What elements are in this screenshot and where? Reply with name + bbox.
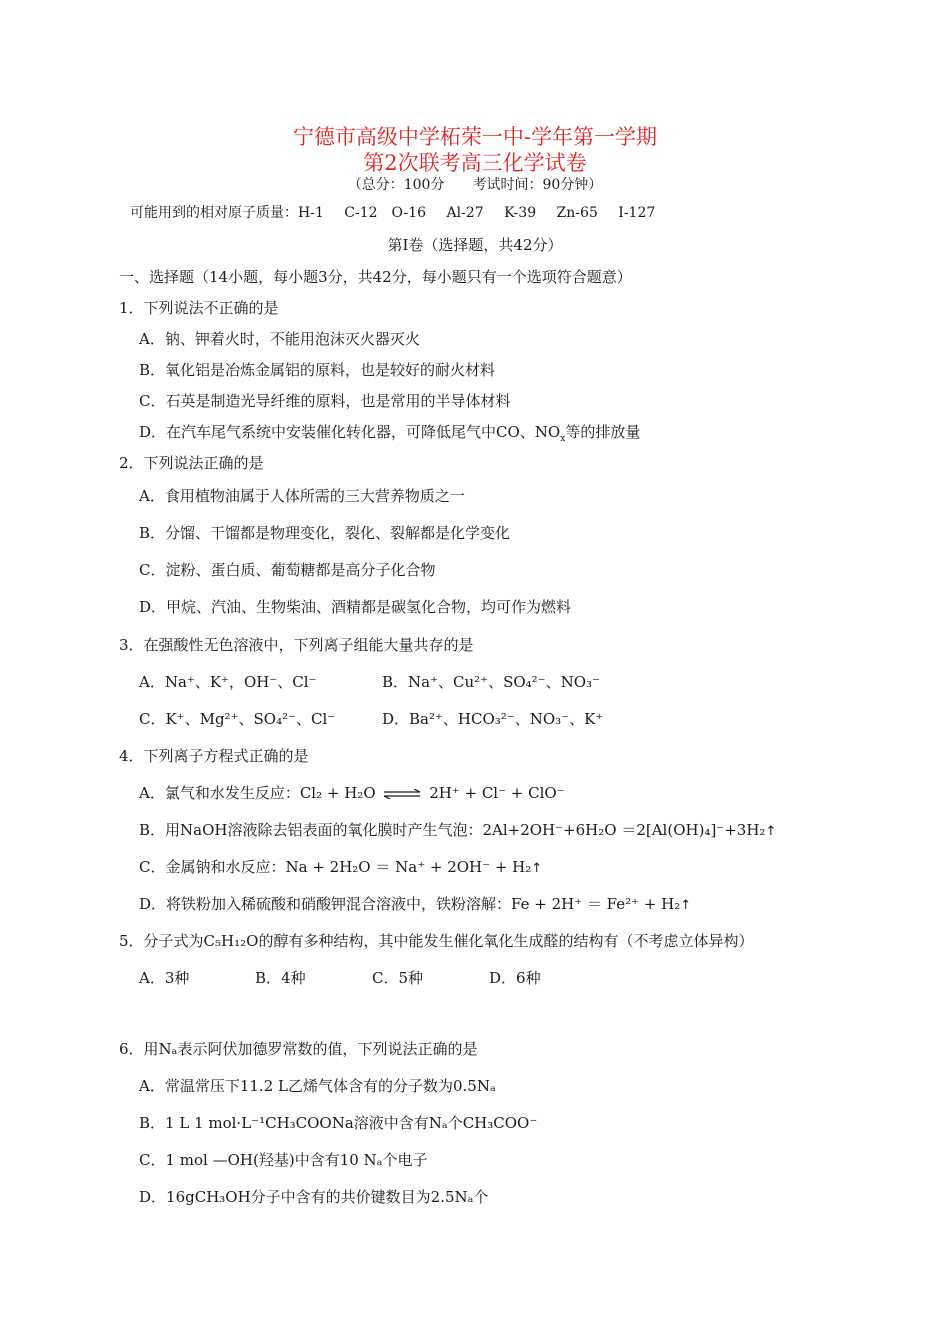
question-2-option-b: B．分馏、干馏都是物理变化，裂化、裂解都是化学变化 — [139, 524, 511, 542]
up-arrow-icon: ↑ — [680, 898, 692, 913]
question-4-option-a — [139, 782, 565, 803]
question-6-option-b: B．1 L 1 mol·L⁻¹CH₃COONa溶液中含有Nₐ个CH₃COO⁻ — [139, 1114, 538, 1132]
exam-subtitle: 第2次联考高三化学试卷 — [363, 151, 587, 175]
question-3-stem: 3．在强酸性无色溶液中，下列离子组能大量共存的是 — [119, 636, 474, 654]
exam-meta: （总分：100分 考试时间：90分钟） — [347, 177, 603, 193]
question-5-option-b: B．4种 — [255, 969, 306, 987]
question-2-option-d: D．甲烷、汽油、生物柴油、酒精都是碳氢化合物，均可作为燃料 — [139, 598, 572, 616]
option-text: D．在汽车尾气系统中安装催化转化器，可降低尾气中CO、NO — [139, 423, 561, 441]
question-3-option-a: A．Na⁺、K⁺，OH⁻、Cl⁻ — [139, 673, 317, 691]
question-5-option-d: D．6种 — [489, 969, 541, 987]
option-text: C．金属钠和水反应：Na + 2H₂O ＝ Na⁺ + 2OH⁻ + H₂ — [139, 858, 532, 876]
question-5-option-c: C．5种 — [372, 969, 424, 987]
question-3-option-d: D．Ba²⁺、HCO₃²⁻、NO₃⁻、K⁺ — [382, 710, 604, 728]
question-3-option-b: B．Na⁺、Cu²⁺、SO₄²⁻、NO₃⁻ — [382, 673, 600, 691]
question-4-option-d — [139, 893, 691, 914]
question-4-stem: 4．下列离子方程式正确的是 — [119, 747, 309, 765]
up-arrow-icon: ↑ — [531, 861, 543, 876]
subscript: x — [560, 434, 566, 444]
section-heading: 一、选择题（14小题，每小题3分，共42分，每小题只有一个选项符合题意） — [119, 268, 632, 286]
question-5-stem: 5．分子式为C₅H₁₂O的醇有多种结构，其中能发生催化氧化生成醛的结构有（不考虑立体异构） — [119, 932, 754, 950]
question-2-stem: 2．下列说法正确的是 — [119, 454, 264, 472]
question-6-option-d: D．16gCH₃OH分子中含有的共价键数目为2.5Nₐ个 — [139, 1188, 489, 1206]
question-1-stem: 1．下列说法不正确的是 — [119, 299, 279, 317]
question-1-option-c: C．石英是制造光导纤维的原料，也是常用的半导体材料 — [139, 392, 511, 410]
question-1-option-a: A．钠、钾着火时，不能用泡沫灭火器灭火 — [139, 330, 420, 348]
question-1-option-b: B．氧化铝是冶炼金属铝的原料，也是较好的耐火材料 — [139, 361, 496, 379]
question-4-option-b — [139, 819, 776, 840]
option-text: 2H⁺ + Cl⁻ + ClO⁻ — [429, 784, 565, 802]
option-text: B．用NaOH溶液除去铝表面的氧化膜时产生气泡：2Al+2OH⁻+6H₂O ＝2[Al(OH)₄]⁻+3H₂ — [139, 821, 766, 839]
question-5-option-a: A．3种 — [139, 969, 190, 987]
question-3-option-c: C．K⁺、Mg²⁺、SO₄²⁻、Cl⁻ — [139, 710, 336, 728]
equilibrium-arrow-icon — [382, 789, 422, 799]
question-1-option-d — [139, 421, 640, 444]
question-6-option-a: A．常温常压下11.2 L乙烯气体含有的分子数为0.5Nₐ — [139, 1077, 496, 1095]
question-6-stem: 6．用Nₐ表示阿伏加德罗常数的值，下列说法正确的是 — [119, 1040, 478, 1058]
up-arrow-icon: ↑ — [765, 824, 777, 839]
option-text: D．将铁粉加入稀硫酸和硝酸钾混合溶液中，铁粉溶解：Fe + 2H⁺ ＝ Fe²⁺ + H₂ — [139, 895, 681, 913]
question-2-option-a: A．食用植物油属于人体所需的三大营养物质之一 — [139, 487, 465, 505]
option-text: 等的排放量 — [565, 423, 641, 441]
exam-title: 宁德市高级中学柘荣一中-学年第一学期 — [292, 125, 658, 149]
part-heading: 第Ⅰ卷（选择题，共42分） — [387, 236, 563, 254]
atomic-masses: 可能用到的相对原子质量：H-1 C-12 O-16 Al-27 K-39 Zn-65 I-127 — [130, 205, 656, 221]
question-6-option-c: C．1 mol —OH(羟基)中含有10 Nₐ个电子 — [139, 1151, 428, 1169]
question-2-option-c: C．淀粉、蛋白质、葡萄糖都是高分子化合物 — [139, 561, 436, 579]
question-4-option-c — [139, 856, 542, 877]
option-text: A．氯气和水发生反应：Cl₂ + H₂O — [139, 784, 376, 802]
